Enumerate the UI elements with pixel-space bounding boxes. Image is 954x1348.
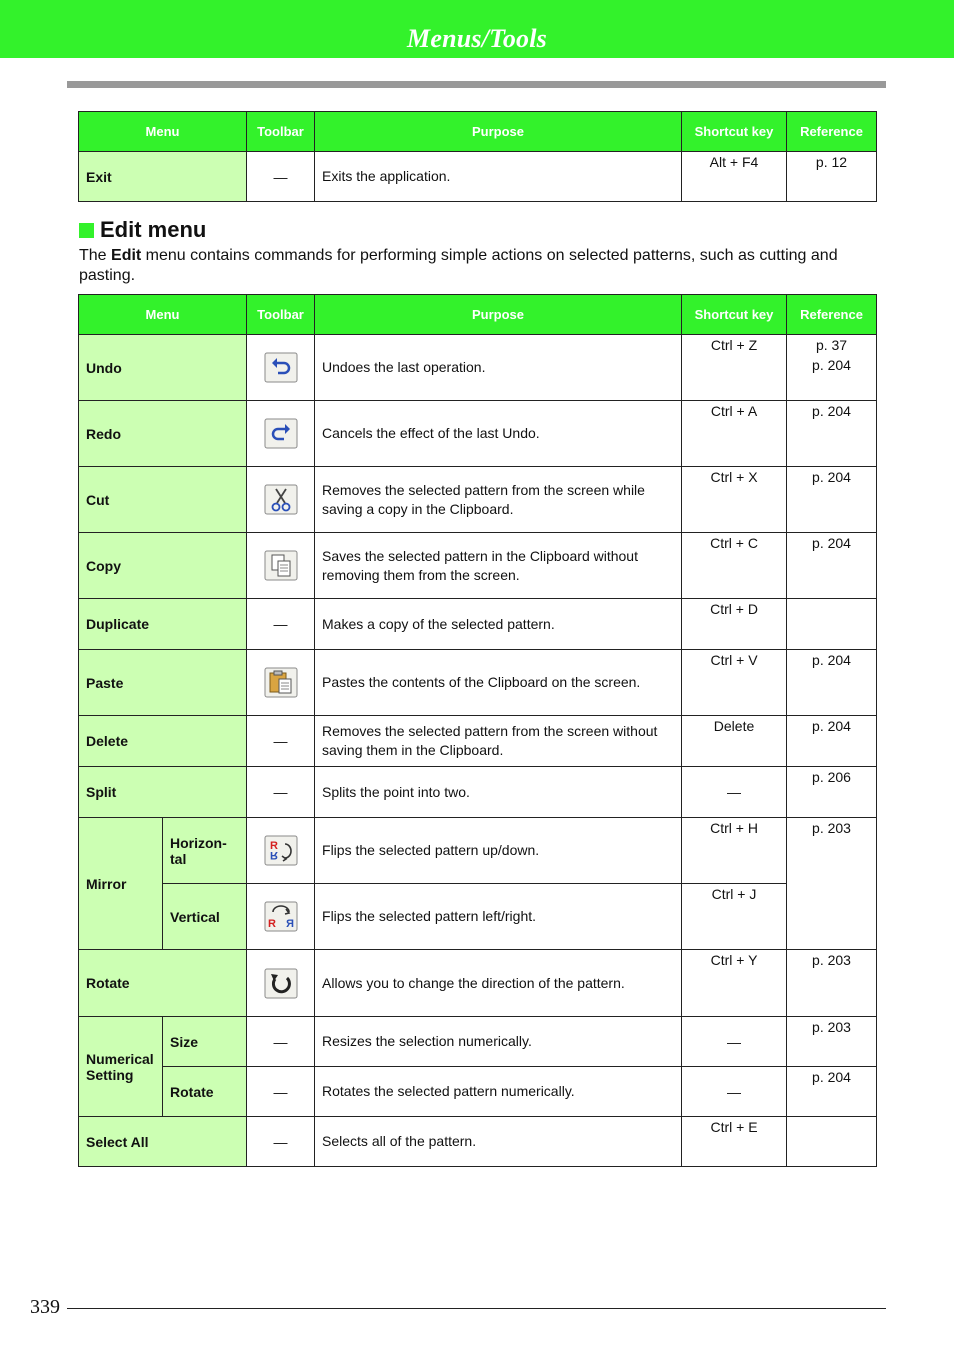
shortcut-dash: — [682, 767, 787, 818]
reference [787, 335, 877, 401]
toolbar-dash: — [247, 1117, 315, 1167]
col-menu: Menu [79, 295, 247, 335]
table-row-undo [79, 335, 877, 401]
menu-name: Undo [79, 335, 247, 401]
reference: p. 203 [787, 818, 877, 950]
reference: p. 206 [787, 767, 877, 818]
section-title: Edit menu [100, 217, 207, 242]
col-purpose: Purpose [315, 295, 682, 335]
purpose-text: Selects all of the pattern. [315, 1117, 682, 1167]
menu-name: Rotate [79, 950, 247, 1017]
purpose-text: Resizes the selection numerically. [315, 1017, 682, 1067]
purpose-text: Cancels the effect of the last Undo. [315, 401, 682, 467]
undo-icon[interactable] [264, 352, 298, 383]
purpose-text: Pastes the contents of the Clipboard on the screen. [315, 650, 682, 716]
purpose-text: Flips the selected pattern left/right. [315, 884, 682, 950]
toolbar-cell [247, 533, 315, 599]
table-row [79, 152, 877, 202]
reference: p. 12 [787, 152, 877, 202]
table-header-row [79, 112, 877, 152]
reference [787, 1117, 877, 1167]
intro-prefix: The [79, 247, 112, 264]
menu-name: Mirror [79, 818, 163, 950]
reference: p. 203 [787, 1017, 877, 1067]
menu-name: Split [79, 767, 247, 818]
reference-line: p. 204 [812, 357, 851, 373]
col-toolbar: Toolbar [247, 295, 315, 335]
menu-name: Delete [79, 716, 247, 767]
toolbar-dash: — [247, 716, 315, 767]
submenu-name: Vertical [163, 884, 247, 950]
table-row-numerical-rotate [79, 1067, 877, 1117]
redo-icon[interactable] [264, 418, 298, 449]
shortcut-key: Ctrl + V [682, 650, 787, 716]
purpose-text: Flips the selected pattern up/down. [315, 818, 682, 884]
footer-divider [67, 1308, 886, 1309]
shortcut-key: Ctrl + C [682, 533, 787, 599]
shortcut-key: Ctrl + X [682, 467, 787, 533]
shortcut-key: Alt + F4 [682, 152, 787, 202]
scissors-icon[interactable] [264, 484, 298, 515]
shortcut-dash: — [682, 1067, 787, 1117]
section-heading [79, 217, 206, 243]
copy-icon[interactable] [264, 550, 298, 581]
toolbar-dash: — [247, 767, 315, 818]
submenu-name: Horizon-tal [163, 818, 247, 884]
table-row-numerical-size [79, 1017, 877, 1067]
toolbar-dash: — [247, 152, 315, 202]
rotate-icon[interactable] [264, 968, 298, 999]
reference: p. 204 [787, 467, 877, 533]
reference: p. 204 [787, 650, 877, 716]
table-row-paste [79, 650, 877, 716]
reference-line: p. 37 [815, 337, 848, 353]
menu-name: Redo [79, 401, 247, 467]
svg-text:R: R [269, 840, 278, 852]
edit-menu-table [78, 294, 877, 1167]
menu-name: Duplicate [79, 599, 247, 650]
reference: p. 204 [787, 716, 877, 767]
svg-text:R: R [285, 918, 294, 930]
reference: p. 203 [787, 950, 877, 1017]
toolbar-dash: — [247, 1067, 315, 1117]
col-reference: Reference [787, 112, 877, 152]
col-menu: Menu [79, 112, 247, 152]
toolbar-cell [247, 884, 315, 950]
section-intro [79, 246, 879, 286]
col-purpose: Purpose [315, 112, 682, 152]
reference: p. 204 [787, 533, 877, 599]
shortcut-key: Ctrl + D [682, 599, 787, 650]
table-row-redo [79, 401, 877, 467]
shortcut-key: Delete [682, 716, 787, 767]
toolbar-cell [247, 467, 315, 533]
page-number: 339 [30, 1296, 60, 1318]
intro-rest: menu contains commands for performing simple actions on selected patterns, such as cutting and pasting. [79, 247, 838, 284]
shortcut-key: Ctrl + A [682, 401, 787, 467]
table-row-duplicate [79, 599, 877, 650]
shortcut-dash: — [682, 1017, 787, 1067]
table-row-cut [79, 467, 877, 533]
purpose-text: Undoes the last operation. [315, 335, 682, 401]
reference: p. 204 [787, 1067, 877, 1117]
toolbar-cell [247, 335, 315, 401]
flip-vertical-icon[interactable] [264, 901, 298, 932]
table-header-row [79, 295, 877, 335]
toolbar-cell [247, 401, 315, 467]
shortcut-key: Ctrl + J [682, 884, 787, 950]
col-shortcut: Shortcut key [682, 295, 787, 335]
col-reference: Reference [787, 295, 877, 335]
table-row-rotate [79, 950, 877, 1017]
intro-bold: Edit [111, 247, 142, 264]
svg-text:R: R [267, 918, 276, 930]
purpose-text: Makes a copy of the selected pattern. [315, 599, 682, 650]
menu-name: Paste [79, 650, 247, 716]
shortcut-key: Ctrl + H [682, 818, 787, 884]
purpose-text: Removes the selected pattern from the screen without saving them in the Clipboard. [315, 716, 682, 767]
table-row-select-all [79, 1117, 877, 1167]
reference [787, 599, 877, 650]
col-toolbar: Toolbar [247, 112, 315, 152]
menu-name: Exit [79, 152, 247, 202]
purpose-text: Saves the selected pattern in the Clipboard without removing them from the screen. [315, 533, 682, 599]
submenu-name: Rotate [163, 1067, 247, 1117]
table-row-copy [79, 533, 877, 599]
purpose-text: Removes the selected pattern from the screen while saving a copy in the Clipboard. [315, 467, 682, 533]
menu-name: Numerical Setting [79, 1017, 163, 1117]
menu-name: Cut [79, 467, 247, 533]
paste-icon[interactable] [264, 667, 298, 698]
purpose-text: Allows you to change the direction of the pattern. [315, 950, 682, 1017]
shortcut-key: Ctrl + Y [682, 950, 787, 1017]
toolbar-dash: — [247, 1017, 315, 1067]
reference: p. 204 [787, 401, 877, 467]
bullet-square-icon [79, 223, 94, 238]
submenu-name: Size [163, 1017, 247, 1067]
menu-name: Select All [79, 1117, 247, 1167]
table-row-split [79, 767, 877, 818]
table-row-mirror-vertical [79, 884, 877, 950]
table-row-delete [79, 716, 877, 767]
shortcut-key: Ctrl + Z [682, 335, 787, 401]
purpose-text: Splits the point into two. [315, 767, 682, 818]
shortcut-key: Ctrl + E [682, 1117, 787, 1167]
file-menu-table [78, 111, 877, 202]
purpose-text: Rotates the selected pattern numerically. [315, 1067, 682, 1117]
purpose-text: Exits the application. [315, 152, 682, 202]
col-shortcut: Shortcut key [682, 112, 787, 152]
flip-horizontal-icon[interactable] [264, 835, 298, 866]
svg-text:R: R [269, 849, 278, 861]
menu-name: Copy [79, 533, 247, 599]
toolbar-cell [247, 818, 315, 884]
toolbar-cell [247, 650, 315, 716]
toolbar-cell [247, 950, 315, 1017]
header-divider [67, 81, 886, 88]
table-row-mirror-horizontal [79, 818, 877, 884]
page-title: Menus/Tools [407, 24, 547, 53]
toolbar-dash: — [247, 599, 315, 650]
